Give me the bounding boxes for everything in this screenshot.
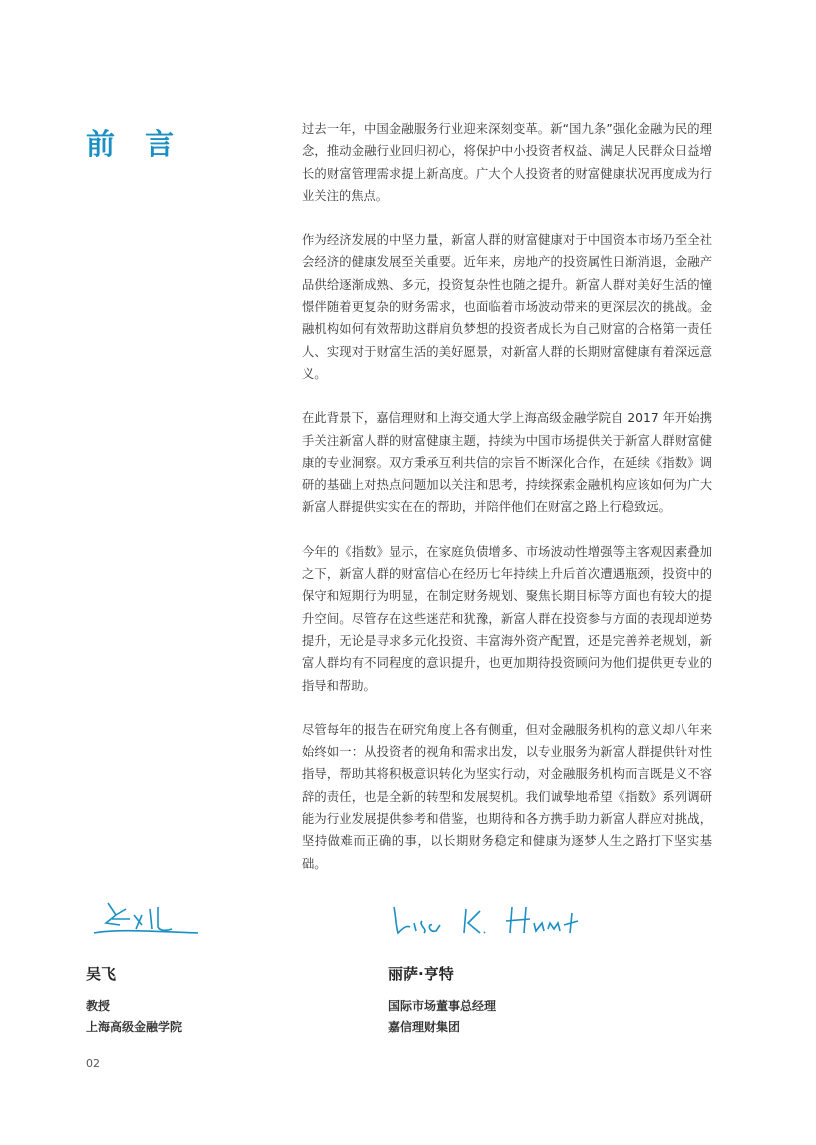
handwritten-signature-icon	[388, 895, 588, 945]
page-title: 前 言	[86, 127, 185, 161]
preface-body	[302, 118, 712, 897]
signatory-org: 上海高级金融学院	[86, 1020, 183, 1034]
signatory-role: 教授	[86, 999, 111, 1013]
paragraph: 作为经济发展的中坚力量，新富人群的财富健康对于中国资本市场乃至全社会经济的健康发展至关重要。近年来，房地产的投资属性日渐消退，金融产品供给逐渐成熟、多元，投资复杂性也随之提升。新富人群对美好生活的憧憬伴随着更复杂的财务需求，也面临着市场波动带来的更深层次的挑战。金融机构如何有效帮助这群肩负梦想的投资者成长为自己财富的合格第一责任人、实现对于财富生活的美好愿景，对新富人群的长期财富健康有着深远意义。	[302, 233, 712, 381]
handwritten-signature-icon	[86, 895, 206, 945]
page-number: 02	[86, 1057, 100, 1070]
signature-block-lisa-hunt	[388, 895, 588, 1038]
paragraph: 今年的《指数》显示，在家庭负债增多、市场波动性增强等主客观因素叠加之下，新富人群的财富信心在经历七年持续上升后首次遭遇瓶颈，投资中的保守和短期行为明显，在制定财务规划、聚焦长期目标等方面也有较大的提升空间。尽管存在这些迷茫和犹豫，新富人群在投资参与方面的表现却逆势提升，无论是寻求多元化投资、丰富海外资产配置，还是完善养老规划，新富人群均有不同程度的意识提升，也更加期待投资顾问为他们提供更专业的指导和帮助。	[302, 544, 712, 693]
paragraph: 尽管每年的报告在研究角度上各有侧重，但对金融服务机构的意义却八年来始终如一：从投资者的视角和需求出发，以专业服务为新富人群提供针对性指导，帮助其将积极意识转化为坚实行动，对金融服务机构而言既是义不容辞的责任，也是全新的转型和发展契机。我们诚挚地希望《指数》系列调研能为行业发展提供参考和借鉴，也期待和各方携手助力新富人群应对挑战，坚持做难而正确的事，以长期财务稳定和健康为逐梦人生之路打下坚实基础。	[302, 722, 712, 871]
signatory-role: 国际市场董事总经理	[388, 999, 497, 1013]
signature-block-wu-fei	[86, 895, 206, 1038]
signatory-org: 嘉信理财集团	[388, 1020, 461, 1034]
paragraph: 在此背景下，嘉信理财和上海交通大学上海高级金融学院自 2017 年开始携手关注新富人群的财富健康主题，持续为中国市场提供关于新富人群财富健康的专业洞察。双方秉承互利共信的宗旨不断深化合作，在延续《指数》调研的基础上对热点问题加以关注和思考，持续探索金融机构应该如何为广大新富人群提供实实在在的帮助，并陪伴他们在财富之路上行稳致远。	[302, 411, 712, 515]
paragraph: 过去一年，中国金融服务行业迎来深刻变革。新“国九条”强化金融为民的理念，推动金融行业回归初心，将保护中小投资者权益、满足人民群众日益增长的财富管理需求提上新高度。广大个人投资者的财富健康状况再度成为行业关注的焦点。	[302, 122, 712, 203]
signatory-name: 吴飞	[86, 965, 117, 983]
signatory-name: 丽萨·亨特	[388, 965, 454, 983]
